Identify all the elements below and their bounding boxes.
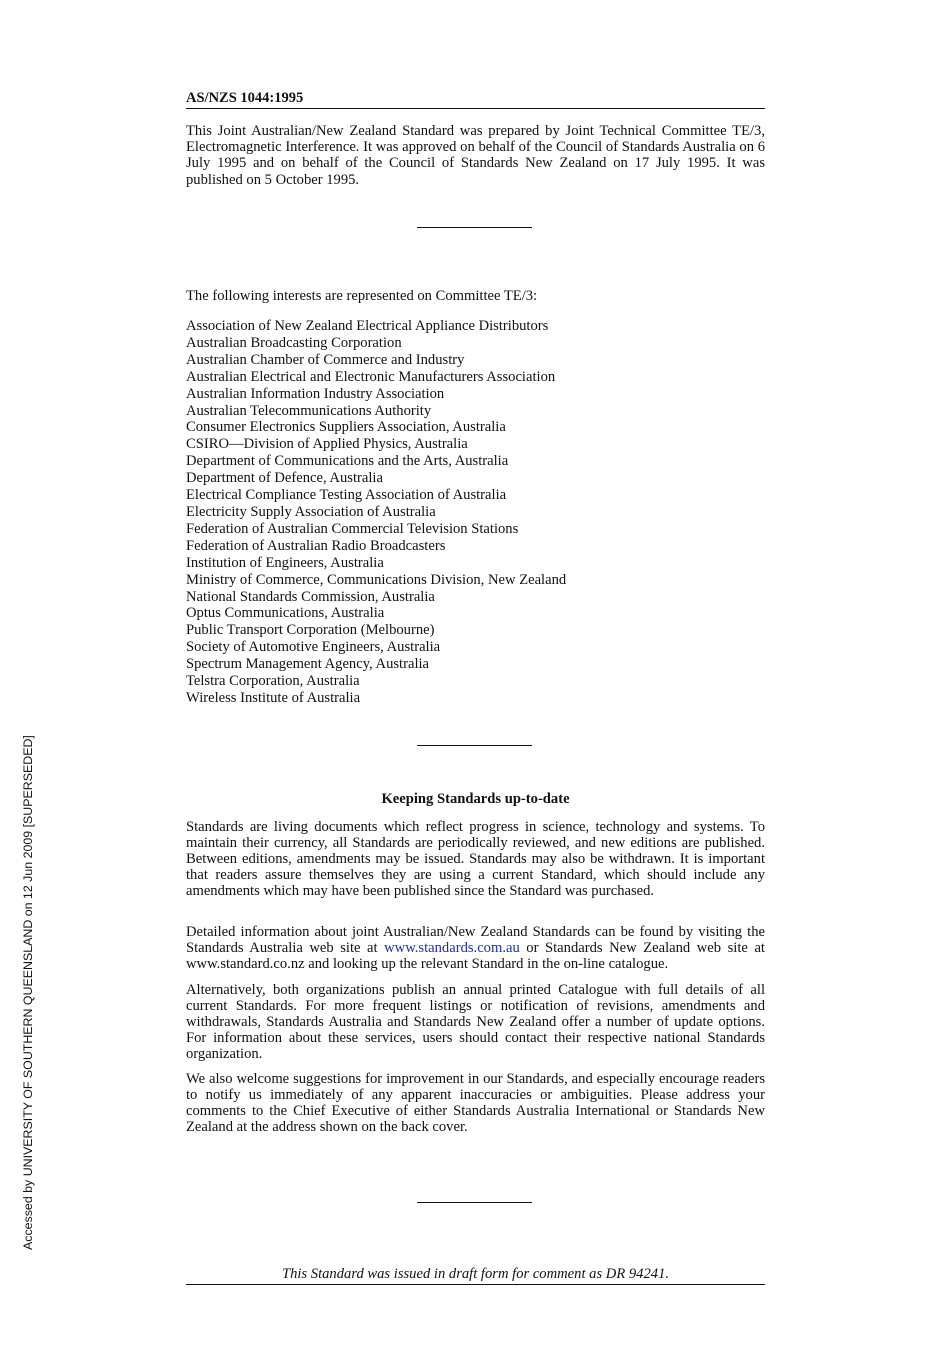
list-item: Electrical Compliance Testing Association of Australia: [186, 487, 507, 504]
committee-member-list: [186, 318, 566, 707]
section-divider: [417, 1202, 532, 1203]
list-item: National Standards Commission, Australia: [186, 588, 435, 605]
list-item: Telstra Corporation, Australia: [186, 673, 360, 690]
list-item: Federation of Australian Commercial Television Stations: [186, 520, 519, 537]
list-item: Electricity Supply Association of Australia: [186, 503, 436, 520]
list-item: Society of Automotive Engineers, Australia: [186, 639, 441, 656]
standards-australia-link[interactable]: www.standards.com.au: [384, 940, 520, 956]
keeping-paragraph-2-start: Detailed information about joint Australian/New Zealand Standards can be found by visiting the Standards Australia web site at: [186, 924, 765, 956]
list-item: Australian Telecommunications Authority: [186, 402, 432, 419]
list-item: Federation of Australian Radio Broadcasters: [186, 537, 446, 554]
access-stamp: Accessed by UNIVERSITY OF SOUTHERN QUEENSLAND on 12 Jun 2009 [SUPERSEDED]: [21, 735, 35, 1250]
list-item: Association of New Zealand Electrical Appliance Distributors: [186, 318, 549, 334]
list-item: Department of Defence, Australia: [186, 470, 383, 487]
keeping-standards-heading: Keeping Standards up-to-date: [381, 791, 570, 807]
keeping-paragraph-3: Alternatively, both organizations publish an annual printed Catalogue with full details of all current Standards. For more frequent listings or notification of revisions, amendments and withdrawals, Standards Australia and Standards New Zealand offer a number of update options. For information about these services, users should contact their respective national Standards organization.: [186, 982, 765, 1062]
list-item: Institution of Engineers, Australia: [186, 554, 384, 571]
committee-intro: The following interests are represented on Committee TE/3:: [186, 288, 538, 304]
list-item: Optus Communications, Australia: [186, 605, 385, 622]
section-divider: [417, 745, 532, 746]
approval-paragraph: This Joint Australian/New Zealand Standard was prepared by Joint Technical Committee TE/3, Electromagnetic Interference. It was approved on behalf of the Council of Standards Australia on 6 July 1995 and on behalf of the Council of Standards New Zealand on 17 July 1995. It was published on 5 October 1995.: [186, 123, 765, 188]
list-item: Australian Electrical and Electronic Manufacturers Association: [186, 368, 556, 385]
keeping-paragraph-4: We also welcome suggestions for improvement in our Standards, and especially encourage readers to notify us immediately of any apparent inaccuracies or ambiguities. Please address your comments to the Chief Executive of either Standards Australia International or Standards New Zealand at the address shown on the back cover.: [186, 1071, 765, 1135]
keeping-paragraph-2: [186, 924, 765, 972]
list-item: Australian Information Industry Association: [186, 385, 445, 402]
list-item: Ministry of Commerce, Communications Division, New Zealand: [186, 571, 567, 588]
draft-footnote: This Standard was issued in draft form for comment as DR 94241.: [186, 1266, 765, 1285]
keeping-paragraph-2-end: or Standards New Zealand web site at www.standard.co.nz and looking up the relevant Standard in the on-line catalogue.: [186, 940, 765, 972]
list-item: Department of Communications and the Arts, Australia: [186, 453, 509, 470]
standard-number-header: AS/NZS 1044:1995: [186, 90, 765, 109]
keeping-paragraph-1: Standards are living documents which reflect progress in science, technology and systems. To maintain their currency, all Standards are periodically reviewed, and new editions are published. Between editions, amendments may be issued. Standards may also be withdrawn. It is important that readers assure themselves they are using a current Standard, which should include any amendments which may have been published since the Standard was purchased.: [186, 819, 765, 899]
list-item: Australian Broadcasting Corporation: [186, 334, 402, 351]
list-item: Spectrum Management Agency, Australia: [186, 656, 430, 673]
list-item: Australian Chamber of Commerce and Industry: [186, 351, 465, 368]
section-divider: [417, 227, 532, 228]
list-item: CSIRO—Division of Applied Physics, Australia: [186, 436, 468, 453]
list-item: Consumer Electronics Suppliers Association, Australia: [186, 419, 506, 436]
list-item: Public Transport Corporation (Melbourne): [186, 622, 435, 639]
list-item: Wireless Institute of Australia: [186, 689, 361, 706]
